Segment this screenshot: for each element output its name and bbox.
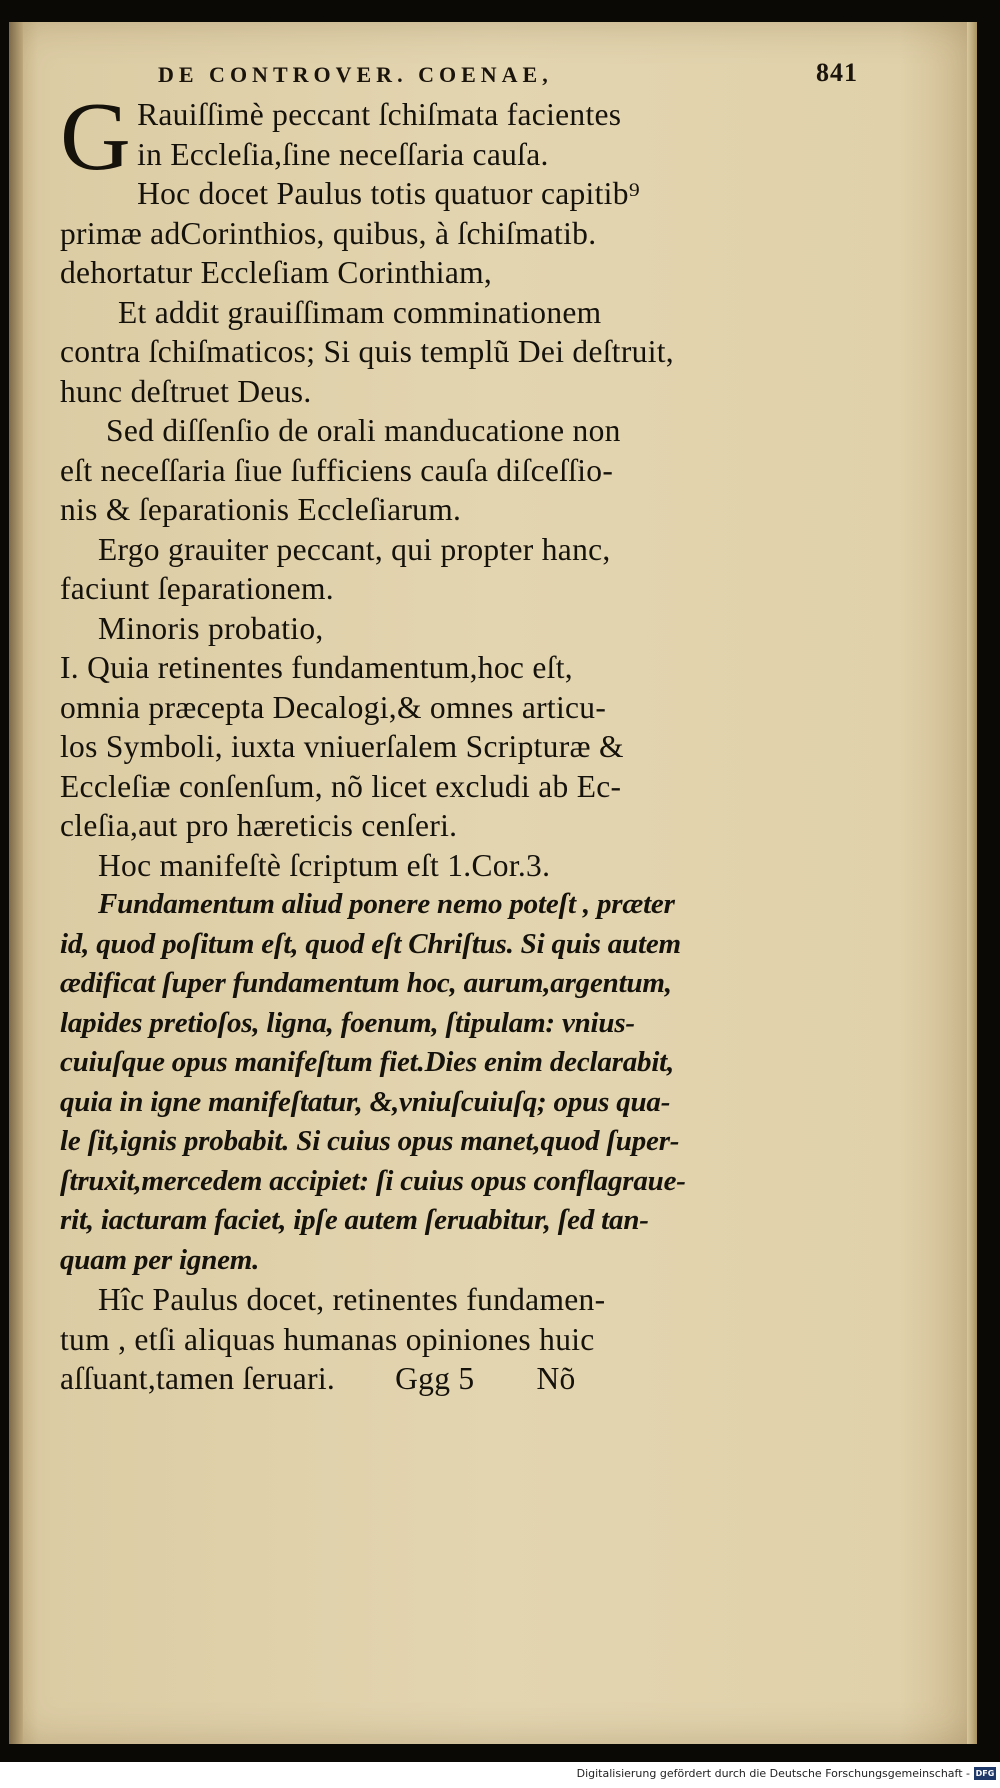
- running-head: [158, 58, 858, 92]
- footer-bar: [0, 1762, 1000, 1788]
- text-line: Rauiſſimè peccant ſchiſmata facientes: [137, 97, 622, 132]
- text-line: Hoc manifeſtè ſcriptum eſt 1.Cor.3.: [98, 847, 551, 883]
- text-line: Hîc Paulus docet, retinentes fundamen-: [98, 1282, 606, 1317]
- page-gutter: [9, 22, 23, 1744]
- dfg-logo-icon: DFG: [975, 1769, 995, 1778]
- text-line: Eccleſiæ conſenſum, nõ licet excludi ab Ec-: [60, 768, 622, 804]
- text-line: eſt neceſſaria ſiue ſufficiens cauſa diſceſſio-: [60, 452, 614, 488]
- text-line: Fundamentum aliud ponere nemo poteſt , præter: [98, 888, 675, 920]
- text-line: Ergo grauiter peccant, qui propter hanc,: [98, 531, 611, 567]
- main-text: [60, 83, 855, 1399]
- last-line-text: aſſuant,tamen ſeruari.: [60, 1361, 336, 1396]
- text-line: ædificat ſuper fundamentum hoc, aurum,argentum,: [60, 967, 672, 999]
- drop-capital: G: [60, 83, 132, 191]
- catchword: Nõ: [536, 1361, 576, 1396]
- signature-mark: Ggg 5: [395, 1361, 475, 1396]
- funding-credit: Digitalisierung gefördert durch die Deutsche Forschungsgemeinschaft -: [576, 1767, 970, 1780]
- text-line: los Symboli, iuxta vniuerſalem Scripturæ &: [60, 729, 624, 764]
- text-line: le ſit,ignis probabit. Si cuius opus manet,quod ſuper-: [60, 1125, 680, 1157]
- text-line-last: [60, 1359, 855, 1399]
- text-line: cuiuſque opus manifeſtum fiet.Dies enim declarabit,: [60, 1046, 675, 1078]
- text-line: dehortatur Eccleſiam Corinthiam,: [60, 255, 493, 290]
- text-line: Minoris probatio,: [98, 610, 324, 646]
- text-line: I. Quia retinentes fundamentum,hoc eſt,: [60, 650, 573, 685]
- text-line: Et addit grauiſſimam comminationem: [118, 294, 602, 330]
- text-line: cleſia,aut pro hæreticis cenſeri.: [60, 808, 458, 843]
- text-line: lapides pretioſos, ligna, foenum, ſtipulam: vnius-: [60, 1006, 635, 1039]
- text-line: tum , etſi aliquas humanas opiniones huic: [60, 1321, 595, 1357]
- text-line: ſtruxit,mercedem accipiet: ſi cuius opus conflagraue-: [60, 1164, 686, 1197]
- text-line: rit, iacturam faciet, ipſe autem ſeruabitur, ſed tan-: [60, 1204, 649, 1236]
- text-line: id, quod poſitum eſt, quod eſt Chriſtus. Si quis autem: [60, 927, 681, 960]
- text-line: in Eccleſia,ſine neceſſaria cauſa.: [137, 136, 549, 172]
- page-edge: [967, 22, 977, 1744]
- text-line: omnia præcepta Decalogi,& omnes articu-: [60, 689, 607, 725]
- text-line: quam per ignem.: [60, 1243, 260, 1276]
- text-line: contra ſchiſmaticos; Si quis templũ Dei deſtruit,: [60, 334, 674, 369]
- page-number: 841: [816, 58, 858, 87]
- text-line: faciunt ſeparationem.: [60, 571, 334, 606]
- running-title: DE CONTROVER. COENAE,: [158, 62, 553, 87]
- text-line: Hoc docet Paulus totis quatuor capitib⁹: [137, 176, 641, 211]
- text-line: Sed diſſenſio de orali manducatione non: [106, 413, 621, 448]
- text-line: primæ adCorinthios, quibus, à ſchiſmatib.: [60, 215, 597, 251]
- text-line: hunc deſtruet Deus.: [60, 373, 312, 409]
- text-line: quia in igne manifeſtatur, &,vniuſcuiuſq; opus qua-: [60, 1085, 671, 1118]
- text-line: nis & ſeparationis Eccleſiarum.: [60, 492, 462, 527]
